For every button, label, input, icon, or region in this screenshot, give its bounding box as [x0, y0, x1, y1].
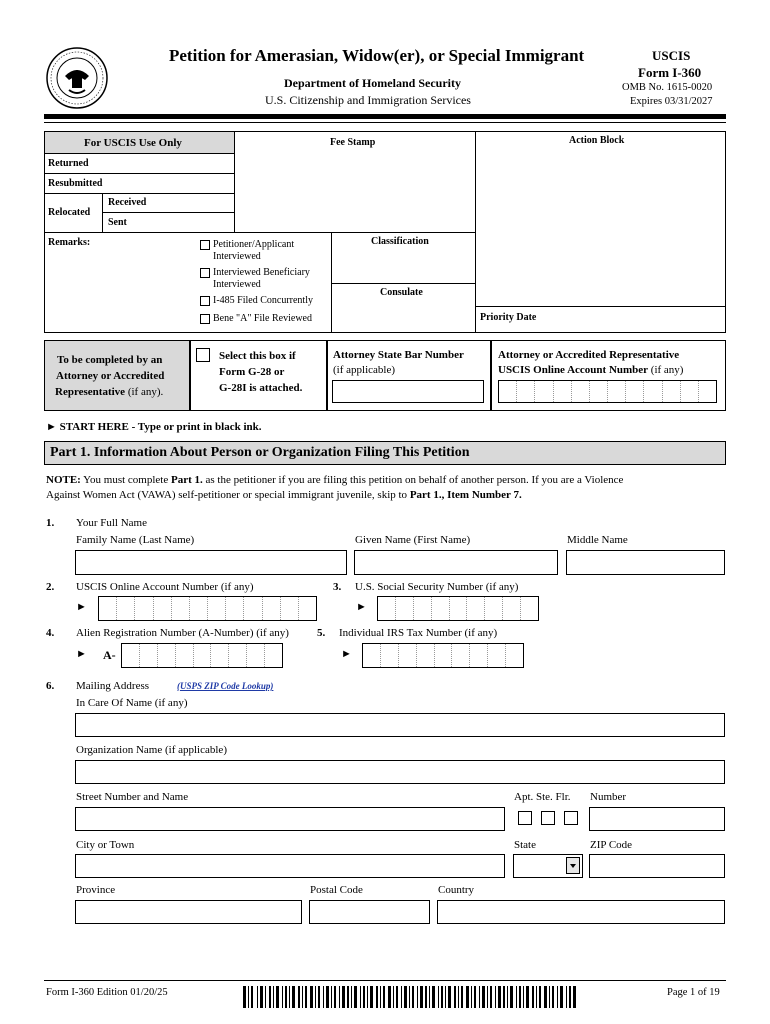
street-input[interactable]: [75, 807, 505, 831]
uscis-account-arrow: ►: [76, 601, 87, 613]
consulate-label: Consulate: [380, 287, 423, 298]
dept-name: Department of Homeland Security: [284, 76, 461, 90]
given-name-label: Given Name (First Name): [355, 534, 471, 546]
item3-number: 3.: [333, 581, 342, 593]
middle-name-label: Middle Name: [567, 534, 628, 546]
a-number-prefix: A-: [103, 648, 116, 662]
remarks-top-rule: [44, 232, 476, 233]
family-name-label: Family Name (Last Name): [76, 534, 195, 546]
bar-number-input[interactable]: [332, 380, 484, 403]
postal-code-input[interactable]: [309, 900, 430, 924]
part1-title: Part 1. Information About Person or Organization Filing This Petition: [50, 445, 470, 460]
remarks-label: Remarks:: [48, 237, 91, 248]
resubmitted-label: Resubmitted: [48, 178, 103, 189]
a-number-arrow: ►: [76, 648, 87, 660]
chevron-down-icon: [567, 858, 579, 873]
country-label: Country: [438, 884, 475, 896]
a-number-input[interactable]: [121, 643, 283, 668]
footer-rule: [44, 980, 726, 981]
fee-stamp-label: Fee Stamp: [330, 137, 376, 148]
item5-number: 5.: [317, 627, 326, 639]
attorney-note-line2: Attorney or Accredited: [56, 370, 165, 382]
given-name-input[interactable]: [354, 550, 558, 575]
attorney-note-line1: To be completed by an: [57, 354, 163, 366]
sent-label: Sent: [108, 217, 127, 228]
a-number-label: Alien Registration Number (A-Number) (if any): [76, 627, 289, 639]
apt-checkbox[interactable]: [518, 811, 532, 825]
bar-number-sub: (if applicable): [333, 364, 395, 376]
item4-number: 4.: [46, 627, 55, 639]
full-name-label: Your Full Name: [76, 517, 148, 529]
form-number: Form I-360: [638, 65, 702, 80]
checkbox-i485-filed[interactable]: I-485 Filed Concurrently: [200, 295, 313, 306]
barcode: [243, 986, 577, 1008]
dhs-seal: [45, 46, 109, 110]
start-here: ► START HERE - Type or print in black ink.: [46, 421, 262, 433]
organization-input[interactable]: [75, 760, 725, 784]
attorney-note-line3: Representative (if any).: [55, 386, 164, 398]
action-block-label: Action Block: [569, 135, 625, 146]
priority-rule: [475, 306, 726, 307]
item2-number: 2.: [46, 581, 55, 593]
rep-account-label2: USCIS Online Account Number (if any): [498, 364, 684, 376]
checkbox-petitioner-interviewed[interactable]: Petitioner/Applicant: [200, 239, 294, 250]
note-line1: NOTE: You must complete Part 1. as the petitioner if you are filing this petition on behalf of another person. If you are a Violence: [46, 474, 624, 486]
header-rule: [44, 114, 726, 119]
relocated-label: Relocated: [48, 207, 91, 218]
care-of-input[interactable]: [75, 713, 725, 737]
g28-label-line2: Form G-28 or: [219, 366, 285, 378]
ssn-label: U.S. Social Security Number (if any): [355, 581, 519, 593]
city-input[interactable]: [75, 854, 505, 878]
unit-number-label: Number: [590, 791, 627, 803]
zip-code-input[interactable]: [589, 854, 725, 878]
agency-name: U.S. Citizenship and Immigration Services: [265, 93, 471, 107]
apt-ste-flr-label: Apt. Ste. Flr.: [514, 791, 571, 803]
classification-label: Classification: [371, 236, 429, 247]
priority-date-label: Priority Date: [480, 312, 537, 323]
family-name-input[interactable]: [75, 550, 347, 575]
for-uscis-use-label: For USCIS Use Only: [84, 137, 182, 149]
header-rule-thin: [44, 122, 726, 123]
middle-name-input[interactable]: [566, 550, 725, 575]
checkbox-beneficiary-interviewed[interactable]: Interviewed Beneficiary: [200, 267, 310, 278]
ssn-input[interactable]: [377, 596, 539, 621]
note-line2: Against Women Act (VAWA) self-petitioner or special immigrant juvenile, skip to Part 1., Item Number 7.: [46, 489, 522, 501]
checkbox-beneficiary-interviewed-line2: Interviewed: [213, 279, 261, 290]
omb-number: OMB No. 1615-0020: [622, 82, 713, 93]
country-input[interactable]: [437, 900, 725, 924]
street-label: Street Number and Name: [76, 791, 189, 803]
uscis-account-input[interactable]: [98, 596, 317, 621]
checkbox-bene-a-file[interactable]: Bene "A" File Reviewed: [200, 313, 312, 324]
item1-number: 1.: [46, 517, 55, 529]
itin-label: Individual IRS Tax Number (if any): [339, 627, 498, 639]
city-label: City or Town: [76, 839, 135, 851]
state-dropdown-button[interactable]: [566, 857, 580, 874]
state-label: State: [514, 839, 536, 851]
ste-checkbox[interactable]: [541, 811, 555, 825]
zip-lookup-link[interactable]: (USPS ZIP Code Lookup): [177, 681, 274, 691]
expiration-date: Expires 03/31/2027: [630, 96, 713, 107]
form-title: Petition for Amerasian, Widow(er), or Special Immigrant: [169, 46, 585, 65]
returned-label: Returned: [48, 158, 89, 169]
province-input[interactable]: [75, 900, 302, 924]
flr-checkbox[interactable]: [564, 811, 578, 825]
consulate-rule: [331, 283, 476, 284]
ssn-arrow: ►: [356, 601, 367, 613]
rep-account-input[interactable]: [498, 380, 717, 403]
g28-checkbox[interactable]: [196, 348, 210, 362]
g28-label-line1: Select this box if: [219, 350, 296, 362]
itin-input[interactable]: [362, 643, 524, 668]
province-label: Province: [76, 884, 116, 896]
received-label: Received: [108, 197, 147, 208]
zip-code-label: ZIP Code: [590, 839, 633, 851]
g28-label-line3: G-28I is attached.: [219, 382, 303, 394]
itin-arrow: ►: [341, 648, 352, 660]
rep-account-label: Attorney or Accredited Representative: [498, 349, 680, 361]
unit-number-input[interactable]: [589, 807, 725, 831]
uscis-label: USCIS: [652, 48, 691, 63]
uscis-account-label: USCIS Online Account Number (if any): [76, 581, 254, 593]
page-number: Page 1 of 19: [667, 987, 720, 998]
item6-number: 6.: [46, 680, 55, 692]
organization-label: Organization Name (if applicable): [76, 744, 227, 756]
fee-stamp-divider: [234, 131, 235, 233]
care-of-label: In Care Of Name (if any): [76, 697, 188, 709]
mailing-address-label: Mailing Address: [76, 680, 150, 692]
postal-code-label: Postal Code: [310, 884, 363, 896]
footer-edition: Form I-360 Edition 01/20/25: [46, 987, 168, 998]
bar-number-label: Attorney State Bar Number: [333, 349, 464, 361]
checkbox-petitioner-interviewed-line2: Interviewed: [213, 251, 261, 262]
